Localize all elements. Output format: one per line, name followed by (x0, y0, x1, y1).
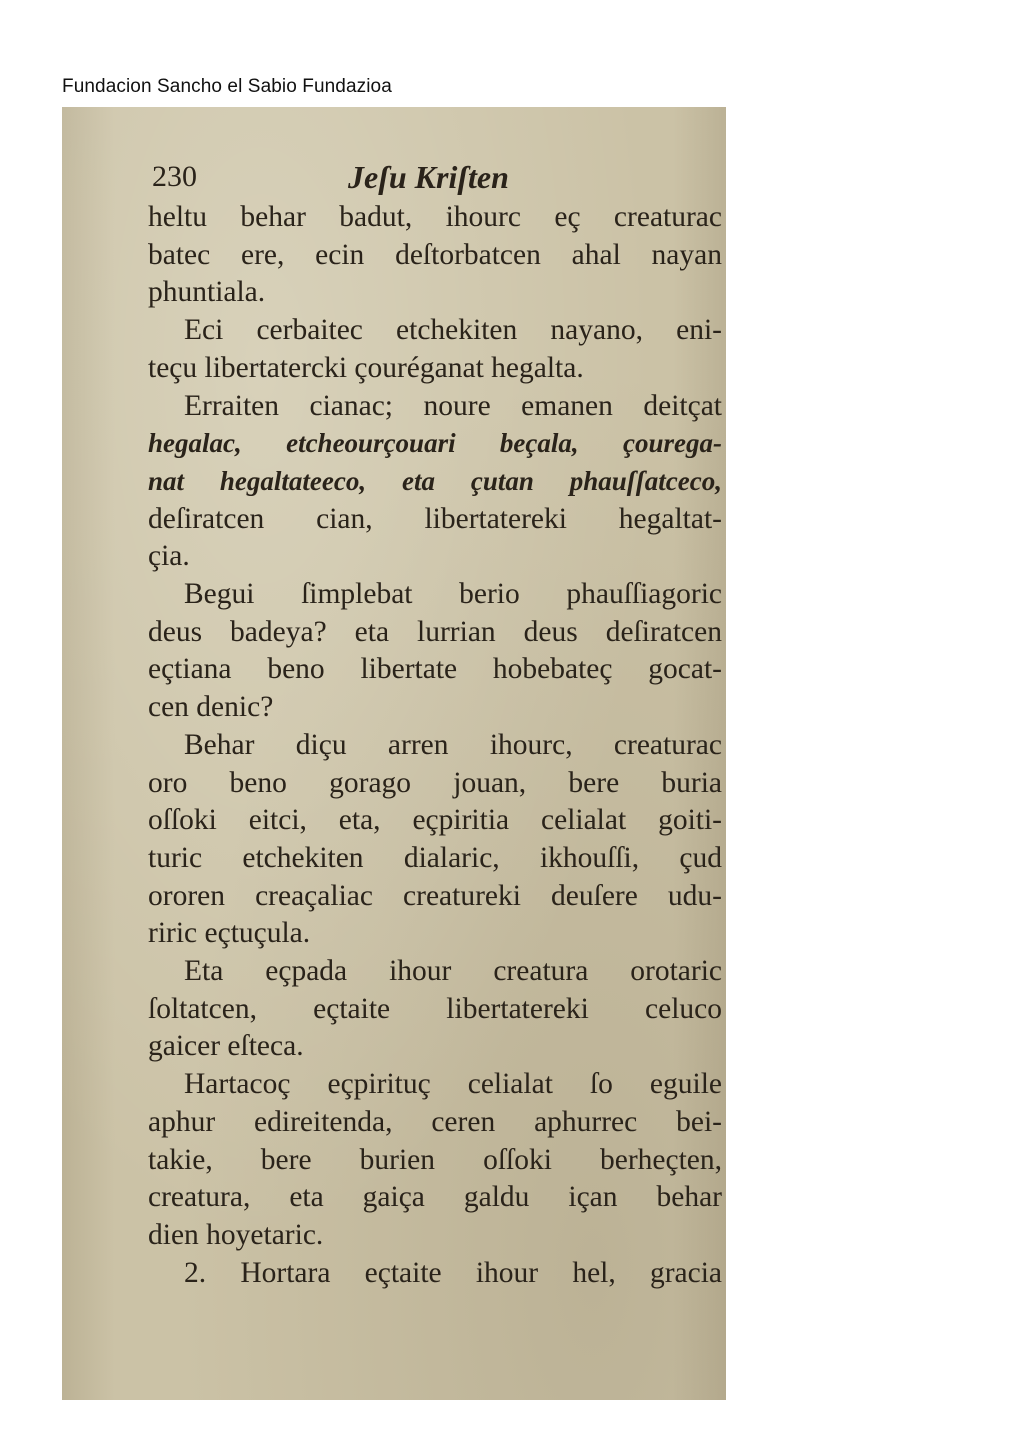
text-line: teçu libertatercki çouréganat hegalta. (148, 351, 584, 384)
text-line: 2. Hortara eçtaite ihour hel, gracia (184, 1256, 722, 1289)
text-line: hegalac, etcheourçouari beçala, çourega- (148, 428, 722, 459)
page-header (148, 157, 722, 199)
text-line: Eci cerbaitec etchekiten nayano, eni- (184, 314, 722, 347)
text-line: phuntiala. (148, 276, 266, 309)
running-title: Jeſu Kriſten (348, 159, 509, 195)
text-line: oro beno gorago jouan, bere buria (148, 766, 722, 799)
text-line: creatura, eta gaiça galdu içan behar (148, 1181, 722, 1214)
text-line: deſiratcen cian, libertatereki hegaltat- (148, 502, 722, 535)
text-line: ororen creaçaliac creatureki deuſere udu- (148, 879, 722, 912)
text-line: eçtiana beno libertate hobebateç gocat- (148, 653, 722, 686)
text-line: nat hegaltateeco, eta çutan phauſſatceco, (148, 465, 722, 496)
watermark-text: Fundacion Sancho el Sabio Fundazioa (62, 76, 392, 97)
page-number: 230 (152, 160, 197, 193)
text-line: batec ere, ecin deſtorbatcen ahal nayan (148, 238, 722, 271)
text-line: heltu behar badut, ihourc eç creaturac (148, 201, 722, 233)
text-line: ſoltatcen, eçtaite libertatereki celuco (148, 992, 722, 1025)
page-text (148, 157, 722, 1292)
text-line: gaicer eſteca. (148, 1030, 304, 1063)
text-line: Behar diçu arren ihourc, creaturac (184, 728, 722, 761)
scanned-page (62, 107, 726, 1400)
text-line: Hartacoç eçpirituç celialat ſo eguile (184, 1068, 722, 1101)
text-line: cen denic? (148, 691, 274, 724)
text-line: Begui ſimplebat berio phauſſiagoric (184, 578, 722, 611)
text-line: çia. (148, 540, 190, 573)
text-line: riric eçtuçula. (148, 917, 311, 950)
text-line: deus badeya? eta lurrian deus deſiratcen (148, 615, 722, 648)
text-line: dien hoyetaric. (148, 1218, 324, 1251)
text-line: takie, bere burien oſſoki berheçten, (148, 1143, 722, 1176)
text-line: Eta eçpada ihour creatura orotaric (184, 955, 722, 988)
text-line: oſſoki eitci, eta, eçpiritia celialat goiti- (148, 804, 722, 837)
text-line: Erraiten cianac; noure emanen deitçat (184, 389, 722, 422)
text-line: turic etchekiten dialaric, ikhouſſi, çud (148, 841, 722, 874)
text-line: aphur edireitenda, ceren aphurrec bei- (148, 1105, 722, 1138)
